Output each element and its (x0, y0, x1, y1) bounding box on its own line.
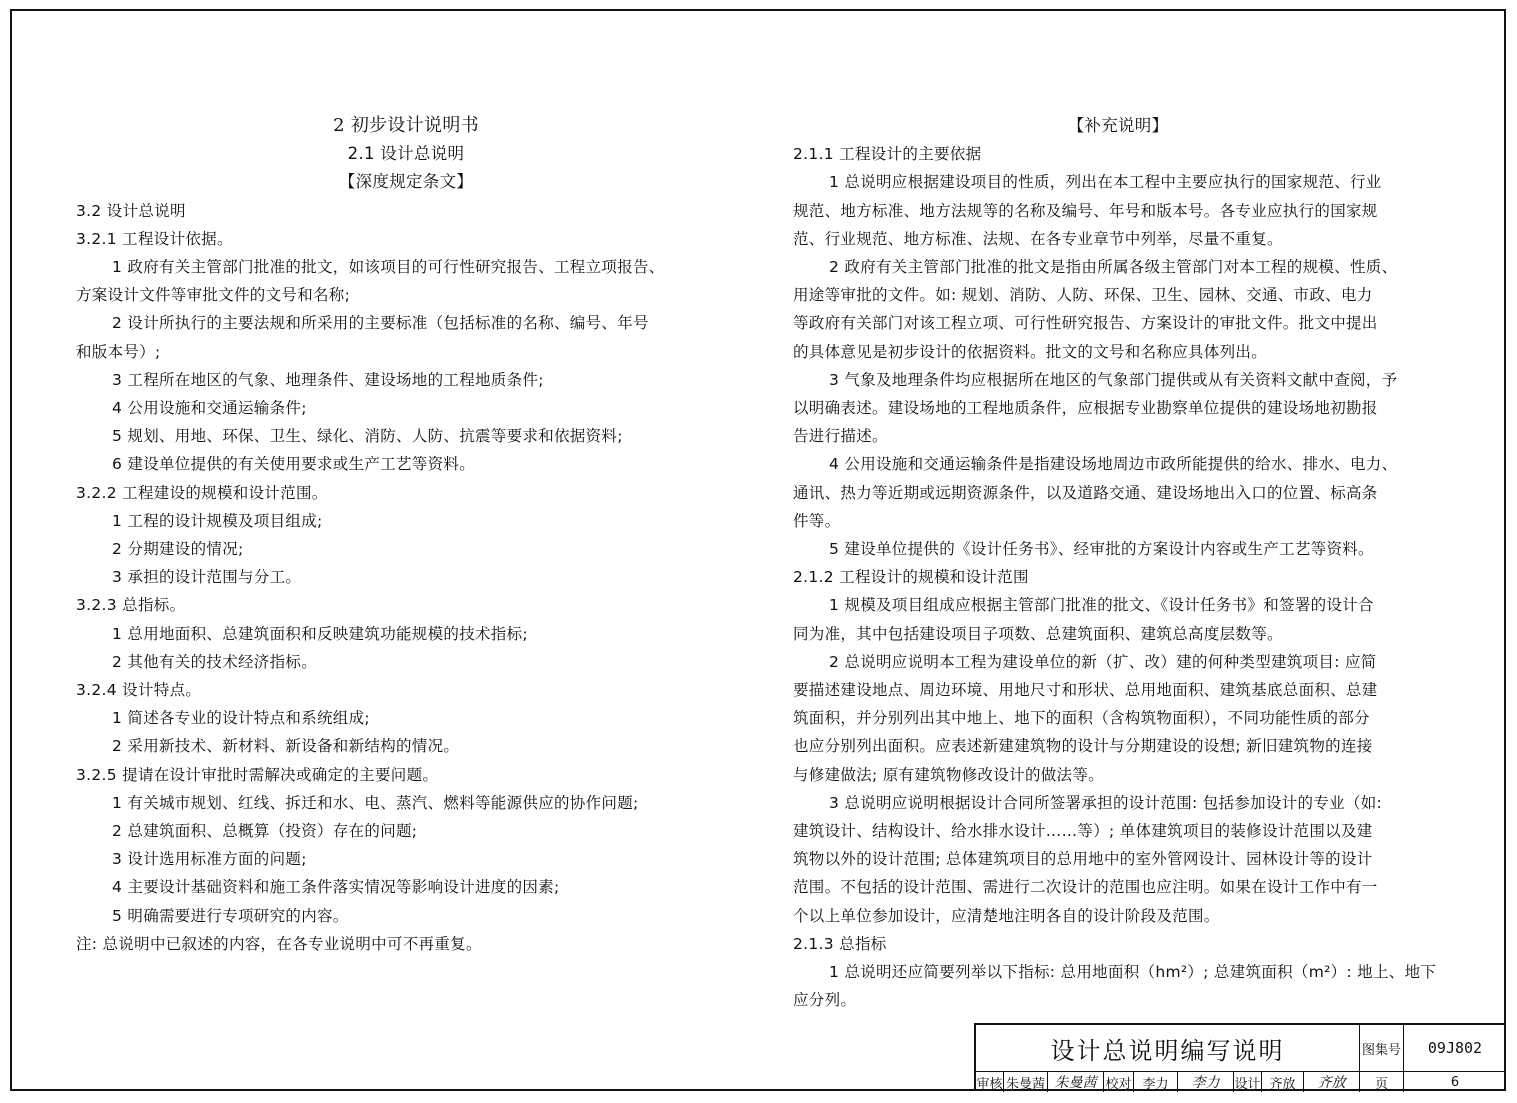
right-text-line: 2.1.2 工程设计的规模和设计范围 (793, 568, 1029, 587)
right-text-line: 2 政府有关主管部门批准的批文是指由所属各级主管部门对本工程的规模、性质、 (829, 258, 1398, 277)
right-text-line: 规范、地方标准、地方法规等的名称及编号、年号和版本号。各专业应执行的国家规 (793, 201, 1378, 220)
checker-name: 李力 (1134, 1072, 1178, 1092)
signature-row (976, 1071, 1506, 1092)
designer-name: 齐放 (1262, 1072, 1304, 1092)
right-text-line: 等政府有关部门对该工程立项、可行性研究报告、方案设计的审批文件。批文中提出 (793, 314, 1378, 333)
left-text-line: 2 采用新技术、新材料、新设备和新结构的情况。 (112, 737, 460, 756)
left-text-line: 和版本号）; (76, 342, 161, 361)
left-text-line: 3.2.2 工程建设的规模和设计范围。 (76, 483, 328, 502)
right-text-line: 件等。 (793, 511, 841, 530)
document-title: 2 初步设计说明书 (333, 115, 479, 136)
right-text-line: 5 建设单位提供的《设计任务书》、经审批的方案设计内容或生产工艺等资料。 (829, 540, 1374, 559)
right-text-line: 2.1.1 工程设计的主要依据 (793, 145, 982, 164)
right-text-line: 2 总说明应说明本工程为建设单位的新（扩、改）建的何种类型建筑项目: 应简 (829, 652, 1377, 671)
left-text-line: 2 设计所执行的主要法规和所采用的主要标准（包括标准的名称、编号、年号 (112, 314, 649, 333)
right-text-line: 筑面积，并分别列出其中地上、地下的面积（含构筑物面积），不同功能性质的部分 (793, 709, 1370, 728)
reviewer-signature: 朱曼茜 (1048, 1072, 1104, 1092)
review-label: 审核 (976, 1072, 1004, 1092)
right-text-line: 范围。不包括的设计范围、需进行二次设计的范围也应注明。如果在设计工作中有一 (793, 878, 1378, 897)
left-text-line: 1 工程的设计规模及项目组成; (112, 511, 323, 530)
right-text-line: 的具体意见是初步设计的依据资料。批文的文号和名称应具体列出。 (793, 342, 1268, 361)
right-text-line: 与修建做法; 原有建筑物修改设计的做法等。 (793, 765, 1104, 784)
left-column (76, 112, 736, 958)
right-text-line: 范、行业规范、地方标准、法规、在各专业章节中列举，尽量不重复。 (793, 229, 1283, 248)
left-text-line: 1 总用地面积、总建筑面积和反映建筑功能规模的技术指标; (112, 624, 528, 643)
left-text-line: 2 总建筑面积、总概算（投资）存在的问题; (112, 822, 418, 841)
reviewer-name: 朱曼茜 (1004, 1072, 1048, 1092)
right-text-line: 3 气象及地理条件均应根据所在地区的气象部门提供或从有关资料文献中查阅，予 (829, 370, 1398, 389)
left-text-line: 3 设计选用标准方面的问题; (112, 850, 307, 869)
left-text-line: 1 简述各专业的设计特点和系统组成; (112, 709, 370, 728)
left-text-line: 3 承担的设计范围与分工。 (112, 568, 302, 587)
left-body (76, 197, 736, 958)
right-body (793, 140, 1443, 1014)
designer-signature: 齐放 (1304, 1072, 1360, 1092)
right-text-line: 1 总说明应根据建设项目的性质，列出在本工程中主要应执行的国家规范、行业 (829, 173, 1382, 192)
left-text-line: 1 政府有关主管部门批准的批文，如该项目的可行性研究报告、工程立项报告、 (112, 258, 665, 277)
right-text-line: 2.1.3 总指标 (793, 934, 887, 953)
page-label: 页 (1360, 1072, 1404, 1092)
left-text-line: 1 有关城市规划、红线、拆迁和水、电、蒸汽、燃料等能源供应的协作问题; (112, 793, 639, 812)
design-label: 设计 (1234, 1072, 1262, 1092)
right-text-line: 用途等审批的文件。如: 规划、消防、人防、环保、卫生、园林、交通、市政、电力 (793, 286, 1373, 305)
left-text-line: 3 工程所在地区的气象、地理条件、建设场地的工程地质条件; (112, 370, 544, 389)
right-text-line: 也应分别列出面积。应表述新建建筑物的设计与分期建设的设想; 新旧建筑物的连接 (793, 737, 1373, 756)
right-heading: 【补充说明】 (1067, 116, 1169, 135)
left-text-line: 3.2 设计总说明 (76, 201, 186, 220)
right-text-line: 以明确表述。建设场地的工程地质条件，应根据专业勘察单位提供的建设场地初勘报 (793, 399, 1378, 418)
right-text-line: 告进行描述。 (793, 427, 888, 446)
left-heading: 【深度规定条文】 (338, 172, 474, 192)
right-column (793, 112, 1443, 1015)
right-text-line: 1 总说明还应简要列举以下指标: 总用地面积（hm²）; 总建筑面积（m²）: 地上、地下 (829, 963, 1437, 982)
right-text-line: 3 总说明应说明根据设计合同所签署承担的设计范围: 包括参加设计的专业（如: (829, 793, 1383, 812)
left-text-line: 4 主要设计基础资料和施工条件落实情况等影响设计进度的因素; (112, 878, 560, 897)
right-text-line: 1 规模及项目组成应根据主管部门批准的批文、《设计任务书》和签署的设计合 (829, 596, 1374, 615)
right-text-line: 要描述建设地点、周边环境、用地尺寸和形状、总用地面积、建筑基底总面积、总建 (793, 681, 1378, 700)
right-text-line: 筑物以外的设计范围; 总体建筑项目的总用地中的室外管网设计、园林设计等的设计 (793, 850, 1373, 869)
section-subtitle: 2.1 设计总说明 (347, 144, 465, 164)
left-text-line: 4 公用设施和交通运输条件; (112, 399, 307, 418)
check-label: 校对 (1104, 1072, 1134, 1092)
left-text-line: 3.2.5 提请在设计审批时需解决或确定的主要问题。 (76, 765, 439, 784)
left-text-line: 3.2.3 总指标。 (76, 596, 186, 615)
right-text-line: 建筑设计、结构设计、给水排水设计……等）; 单体建筑项目的装修设计范围以及建 (793, 822, 1373, 841)
left-text-line: 5 规划、用地、环保、卫生、绿化、消防、人防、抗震等要求和依据资料; (112, 427, 623, 446)
checker-signature: 李力 (1178, 1072, 1234, 1092)
title-block (974, 1023, 1506, 1091)
right-text-line: 通讯、热力等近期或远期资源条件，以及道路交通、建设场地出入口的位置、标高条 (793, 483, 1378, 502)
left-text-line: 5 明确需要进行专项研究的内容。 (112, 906, 349, 925)
atlas-label: 图集号 (1360, 1025, 1404, 1071)
right-text-line: 个以上单位参加设计，应清楚地注明各自的设计阶段及范围。 (793, 906, 1220, 925)
right-text-line: 4 公用设施和交通运输条件是指建设场地周边市政所能提供的给水、排水、电力、 (829, 455, 1398, 474)
left-text-line: 注: 总说明中已叙述的内容，在各专业说明中可不再重复。 (76, 934, 482, 953)
atlas-number: 09J802 (1427, 1039, 1483, 1057)
title-block-title: 设计总说明编写说明 (976, 1025, 1360, 1071)
left-text-line: 2 分期建设的情况; (112, 540, 244, 559)
left-text-line: 方案设计文件等审批文件的文号和名称; (76, 286, 351, 305)
left-text-line: 2 其他有关的技术经济指标。 (112, 652, 317, 671)
right-text-line: 应分列。 (793, 991, 857, 1010)
page-number: 6 (1450, 1074, 1460, 1090)
left-text-line: 6 建设单位提供的有关使用要求或生产工艺等资料。 (112, 455, 475, 474)
right-text-line: 同为准，其中包括建设项目子项数、总建筑面积、建筑总高度层数等。 (793, 624, 1283, 643)
left-text-line: 3.2.1 工程设计依据。 (76, 229, 233, 248)
left-text-line: 3.2.4 设计特点。 (76, 681, 202, 700)
